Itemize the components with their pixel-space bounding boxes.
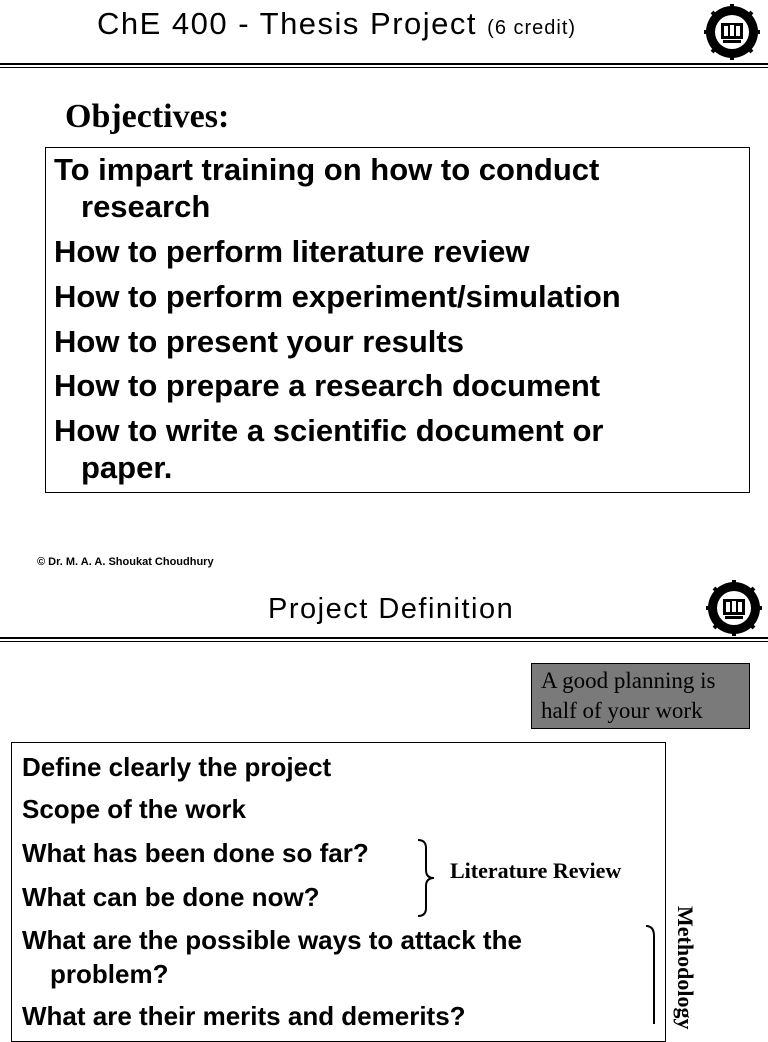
title-divider <box>0 63 768 68</box>
definition-item: What can be done now? <box>22 882 320 912</box>
objective-item: How to perform experiment/simulation <box>54 279 621 314</box>
methodology-label: Methodology <box>673 906 698 1030</box>
objective-item: How to prepare a research document <box>54 368 601 403</box>
objective-item: How to perform literature review <box>54 234 530 269</box>
university-logo-icon <box>706 580 762 636</box>
objectives-heading: Objectives: <box>65 98 230 135</box>
objective-item: How to write a scientific document or <box>54 413 604 448</box>
copyright-text: © Dr. M. A. A. Shoukat Choudhury <box>37 556 214 568</box>
definition-item: problem? <box>50 959 169 989</box>
methodology-brace-icon <box>640 924 664 1024</box>
objective-item: paper. <box>81 450 173 485</box>
title-main: ChE 400 - Thesis Project <box>97 6 478 41</box>
definition-box <box>11 742 666 1042</box>
objective-item: How to present your results <box>54 324 464 359</box>
slide-title: Project Definition <box>268 593 515 625</box>
objectives-box <box>45 147 750 493</box>
literature-review-brace-icon <box>414 838 438 918</box>
literature-review-label: Literature Review <box>450 858 622 883</box>
objective-item: To impart training on how to conduct <box>54 152 600 187</box>
slide-title <box>97 6 576 42</box>
planning-note: A good planning is half of your work <box>531 663 750 729</box>
title-credit: (6 credit) <box>487 17 577 39</box>
definition-item: Scope of the work <box>22 794 246 824</box>
definition-item: What are the possible ways to attack the <box>22 925 522 955</box>
objective-item: research <box>81 189 211 224</box>
title-divider <box>0 637 768 642</box>
definition-item: Define clearly the project <box>22 752 332 782</box>
definition-item: What are their merits and demerits? <box>22 1001 466 1031</box>
university-logo-icon <box>704 4 760 60</box>
definition-item: What has been done so far? <box>22 838 369 868</box>
